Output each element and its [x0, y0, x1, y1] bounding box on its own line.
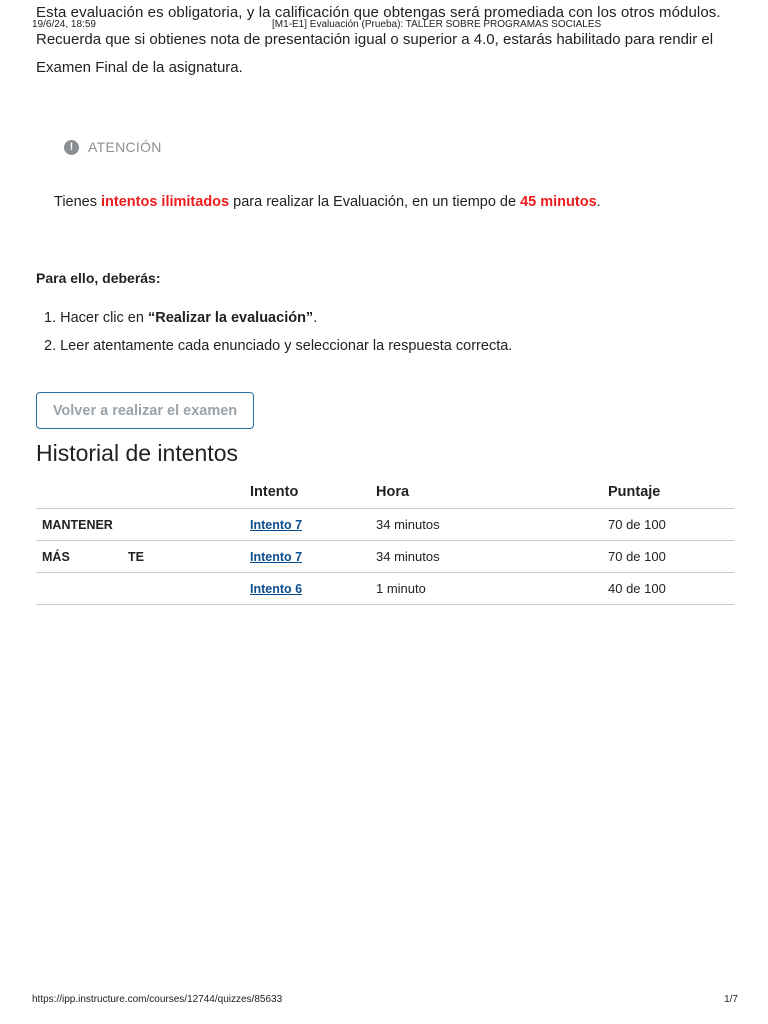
time-limit-highlight: 45 minutos: [520, 194, 597, 210]
attempt-cell: [250, 573, 376, 605]
step-1: [44, 309, 512, 337]
time-cell: 1 minuto: [376, 573, 608, 605]
retake-exam-button[interactable]: Volver a realizar el examen: [36, 392, 254, 429]
print-date: 19/6/24, 18:59: [32, 19, 96, 30]
attempt-history-title: Historial de intentos: [36, 440, 238, 466]
intro-text-line-2: Recuerda que si obtienes nota de presentación igual o superior a 4.0, estarás habilitado para rendir el: [36, 31, 714, 48]
attempt-cell: [250, 509, 376, 541]
attention-notice: [64, 139, 162, 155]
step-1-suffix: .: [313, 310, 318, 326]
row-status-text: MÁS: [42, 549, 70, 564]
row-status-label: [36, 509, 250, 541]
intro-text-line-3: Examen Final de la asignatura.: [36, 59, 243, 76]
steps-heading: Para ello, deberás:: [36, 270, 161, 286]
attempt-history-table: [36, 476, 734, 605]
score-cell: 70 de 100: [608, 541, 734, 573]
score-cell: 40 de 100: [608, 573, 734, 605]
table-row: [36, 509, 734, 541]
row-status-fragment: TE: [128, 550, 144, 564]
column-header-label: [36, 476, 250, 509]
row-status-text: MANTENER: [42, 517, 113, 532]
steps-list: [44, 309, 512, 365]
step-1-prefix: 1. Hacer clic en: [44, 310, 148, 326]
attempts-info-middle: para realizar la Evaluación, en un tiempo de: [229, 194, 521, 210]
table-row: [36, 541, 734, 573]
attempt-link[interactable]: Intento 7: [250, 550, 303, 564]
score-cell: 70 de 100: [608, 509, 734, 541]
unlimited-attempts-highlight: intentos ilimitados: [101, 194, 230, 210]
step-2: 2. Leer atentamente cada enunciado y seleccionar la respuesta correcta.: [44, 338, 513, 354]
time-cell: 34 minutos: [376, 509, 608, 541]
intro-text-line-1: Esta evaluación es obligatoria, y la calificación que obtengas será promediada con los otros módulos.: [36, 4, 721, 21]
print-footer-url: https://ipp.instructure.com/courses/12744/quizzes/85633: [32, 994, 283, 1005]
attempts-info-suffix: .: [596, 194, 601, 210]
exclamation-circle-icon: !: [64, 140, 79, 155]
attempt-link[interactable]: Intento 6: [250, 582, 303, 596]
column-header-score: Puntaje: [608, 476, 734, 509]
attempts-info-prefix: Tienes: [54, 194, 102, 210]
attempts-info: [54, 194, 601, 210]
row-status-label: [36, 573, 250, 605]
column-header-time: Hora: [376, 476, 608, 509]
step-1-bold: “Realizar la evaluación”: [147, 310, 314, 326]
table-header-row: [36, 476, 734, 509]
attention-label: ATENCIÓN: [88, 139, 162, 155]
attempt-cell: [250, 541, 376, 573]
attempt-link[interactable]: Intento 7: [250, 518, 303, 532]
table-row: [36, 573, 734, 605]
print-page-title: [M1-E1] Evaluación (Prueba): TALLER SOBRE PROGRAMAS SOCIALES: [272, 19, 602, 30]
time-cell: 34 minutos: [376, 541, 608, 573]
print-page-number: 1/7: [724, 994, 738, 1005]
row-status-label: [36, 541, 250, 573]
column-header-attempt: Intento: [250, 476, 376, 509]
